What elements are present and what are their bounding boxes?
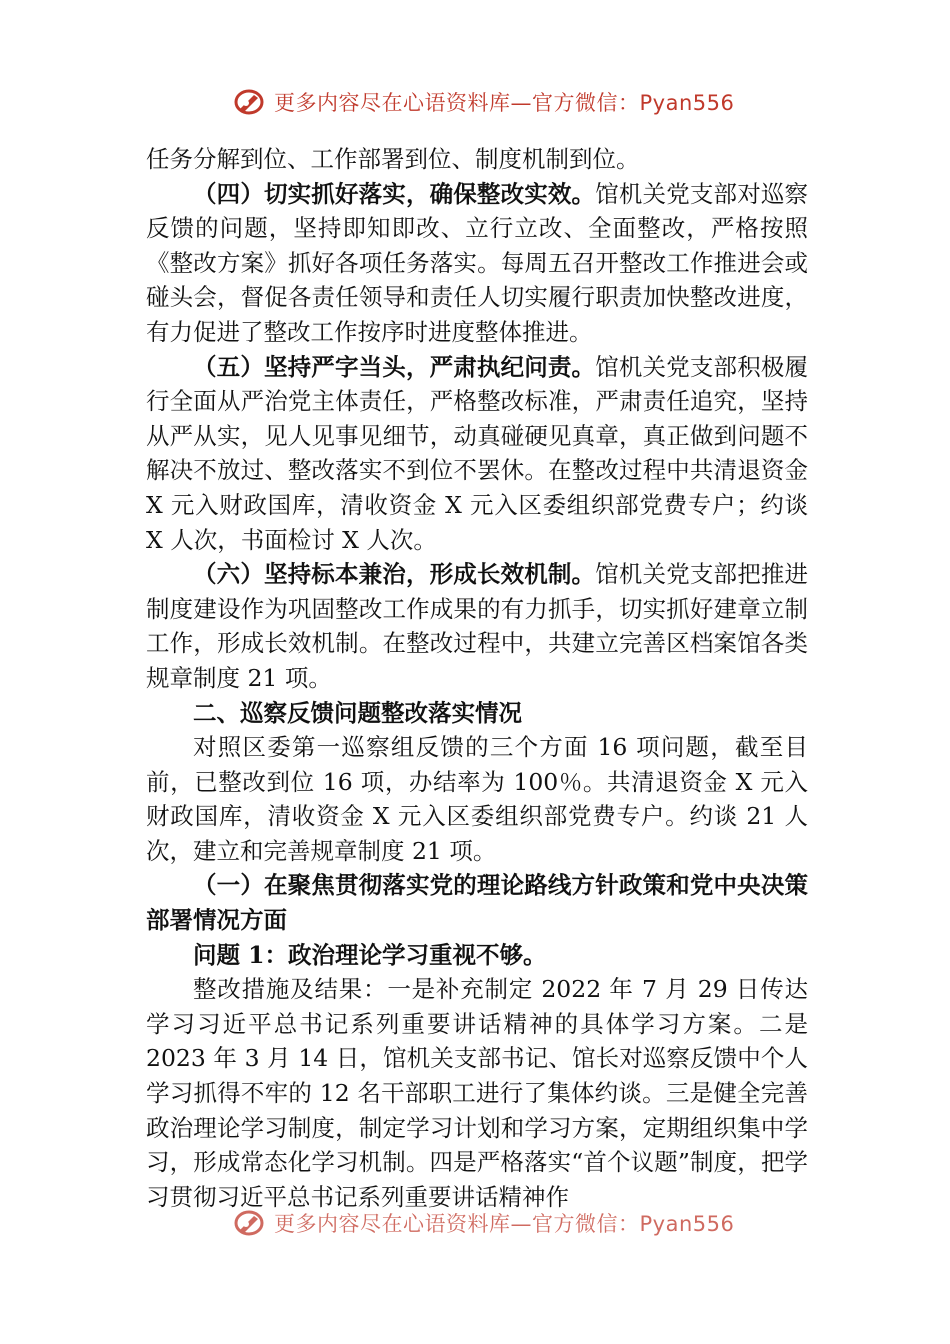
paragraph <box>146 350 808 558</box>
paragraph-lead: （五）坚持严字当头，严肃执纪问责。 <box>193 352 596 381</box>
paragraph-body: 馆机关党支部把推进制度建设作为巩固整改工作成果的有力抓手，切实抓好建章立制工作，形成长效机制。在整改过程中，共建立完善区档案馆各类规章制度 21 项。 <box>146 560 809 692</box>
paragraph: 整改措施及结果：一是补充制定 2022 年 7 月 29 日传达学习习近平总书记系列重要讲话精神的具体学习方案。二是 2023 年 3 月 14 日，馆机关支部书记、馆长对巡察反馈中个人学习抓得不牢的 12 名干部职工进行了集体约谈。三是健全完善政治理论学习制度，制定学习计划和学习方案，定期组织集中学习，形成常态化学习机制。四是严格落实“首个议题”制度，把学习贯彻习近平总书记系列重要讲话精神作 <box>146 975 808 1211</box>
paragraph-body: 馆机关党支部对巡察反馈的问题，坚持即知即改、立行立改、全面整改，严格按照《整改方案》抓好各项任务落实。每周五召开整改工作推进会或碰头会，督促各责任领导和责任人切实履行职责加快整改进度，有力促进了整改工作按序时进度整体推进。 <box>146 179 809 346</box>
paragraph: 对照区委第一巡察组反馈的三个方面 16 项问题，截至目前，已整改到位 16 项，办结率为 100％。共清退资金 X 元入财政国库，清收资金 X 元入区委组织部党费专户。约谈 21 人次，建立和完善规章制度 21 项。 <box>146 733 808 865</box>
paragraph <box>146 177 808 350</box>
watermark-text: 更多内容尽在心语资料库—官方微信：Pyan556 <box>274 1212 735 1236</box>
issue-heading: 问题 1：政治理论学习重视不够。 <box>193 940 547 969</box>
watermark-text: 更多内容尽在心语资料库—官方微信：Pyan556 <box>274 91 735 115</box>
document-body <box>146 142 808 1214</box>
paragraph-body: 馆机关党支部积极履行全面从严治党主体责任，严格整改标准，严肃责任追究，坚持从严从实，见人见事见细节，动真碰硬见真章，真正做到问题不解决不放过、整改落实不到位不罢休。在整改过程中共清退资金 X 元入财政国库，清收资金 X 元入区委组织部党费专户；约谈 X 人次，书面检讨 X 人次。 <box>146 352 809 554</box>
paragraph-lead: （四）切实抓好落实，确保整改实效。 <box>193 179 596 208</box>
pen-swirl-icon <box>232 85 266 119</box>
section-heading: 二、巡察反馈问题整改落实情况 <box>193 698 522 727</box>
paragraph: 任务分解到位、工作部署到位、制度机制到位。 <box>146 145 640 173</box>
watermark-header <box>232 84 752 120</box>
paragraph <box>146 557 808 695</box>
pen-swirl-icon <box>232 1206 266 1240</box>
paragraph-lead: （六）坚持标本兼治，形成长效机制。 <box>193 560 596 589</box>
subsection-heading: （一）在聚焦贯彻落实党的理论路线方针政策和党中央决策部署情况方面 <box>146 871 808 935</box>
watermark-footer <box>232 1205 752 1241</box>
